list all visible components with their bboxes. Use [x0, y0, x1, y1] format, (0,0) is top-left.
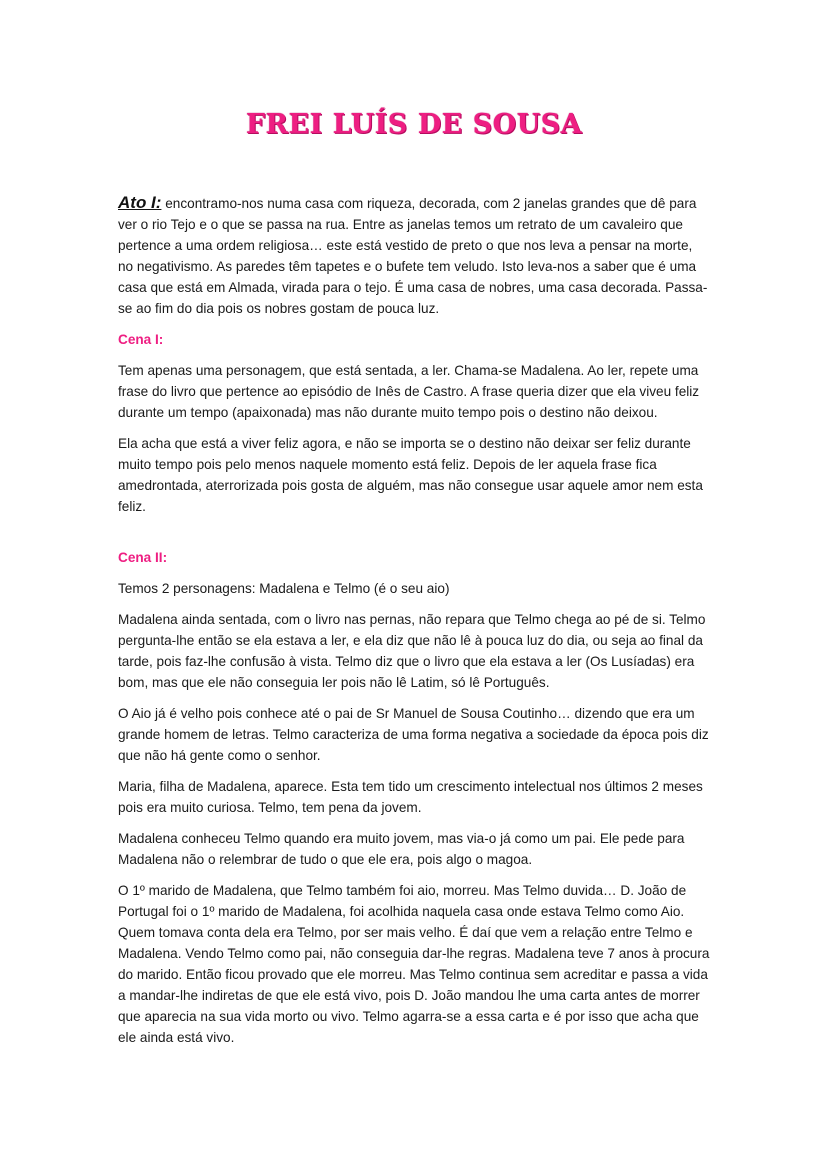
scene-2 — [118, 547, 710, 1048]
scene-paragraph: Tem apenas uma personagem, que está sentada, a ler. Chama-se Madalena. Ao ler, repete uma frase do livro que pertence ao episódio de Inês de Castro. A frase queria dizer que ela viveu feliz durante um tempo (apaixonada) mas não durante muito tempo pois o destino não deixou. — [118, 363, 700, 420]
act-intro-text: encontramo-nos numa casa com riqueza, decorada, com 2 janelas grandes que dê para ver o rio Tejo e o que se passa na rua. Entre as janelas temos um retrato de um cavaleiro que pertence a uma ordem religiosa… este está vestido de preto o que nos leva a pensar na morte, no negativismo. As paredes têm tapetes e o bufete tem veludo. Isto leva-nos a saber que é uma casa que está em Almada, virada para o tejo. É uma casa de nobres, uma casa decorada. Passa-se ao fim do dia pois os nobres gostam de pouca luz. — [118, 196, 708, 316]
scene-paragraph: O Aio já é velho pois conhece até o pai de Sr Manuel de Sousa Coutinho… dizendo que era um grande homem de letras. Telmo caracteriza de uma forma negativa a sociedade da época pois diz que não há gente como o senhor. — [118, 706, 709, 763]
scene-paragraph: Maria, filha de Madalena, aparece. Esta tem tido um crescimento intelectual nos últimos 2 meses pois era muito curiosa. Telmo, tem pena da jovem. — [118, 779, 703, 815]
act-label: Ato I: — [118, 193, 162, 212]
scene-paragraph: Madalena ainda sentada, com o livro nas pernas, não repara que Telmo chega ao pé de si. Telmo pergunta-lhe então se ela estava a ler, e ela diz que não lê à pouca luz do dia, ou seja ao final da tarde, pois faz-lhe confusão à vista. Telmo diz que o livro que ela estava a ler (Os Lusíadas) era bom, mas que ele não conseguia ler pois não lê Latim, só lê Português. — [118, 612, 706, 690]
scene-paragraph: Ela acha que está a viver feliz agora, e não se importa se o destino não deixar ser feliz durante muito tempo pois pelo menos naquele momento está feliz. Depois de ler aquela frase fica amedrontada, aterrorizada pois gosta de alguém, mas não consegue usar aquele amor nem esta feliz. — [118, 436, 703, 514]
scene-1 — [118, 329, 710, 517]
scene-heading: Cena I: — [118, 332, 164, 347]
document-page — [118, 100, 710, 1048]
scene-paragraph: Temos 2 personagens: Madalena e Telmo (é o seu aio) — [118, 581, 450, 596]
act-intro-paragraph — [118, 192, 710, 319]
document-title: FREI LUÍS DE SOUSA — [245, 109, 583, 140]
scene-paragraph: O 1º marido de Madalena, que Telmo também foi aio, morreu. Mas Telmo duvida… D. João de Portugal foi o 1º marido de Madalena, foi acolhida naquela casa onde estava Telmo como Aio. Quem tomava conta dela era Telmo, por ser mais velho. É daí que vem a relação entre Telmo e Madalena. Vendo Telmo como pai, não conseguia dar-lhe regras. Madalena teve 7 anos à procura do marido. Então ficou provado que ele morreu. Mas Telmo continua sem acreditar e passa a vida a mandar-lhe indiretas de que ele está vivo, pois D. João mandou lhe uma carta antes de morrer que aparecia na sua vida morto ou vivo. Telmo agarra-se a essa carta e é por isso que acha que ele ainda está vivo. — [118, 883, 710, 1045]
scene-heading: Cena II: — [118, 550, 168, 565]
scene-paragraph: Madalena conheceu Telmo quando era muito jovem, mas via-o já como um pai. Ele pede para Madalena não o relembrar de tudo o que ele era, pois algo o magoa. — [118, 831, 685, 867]
